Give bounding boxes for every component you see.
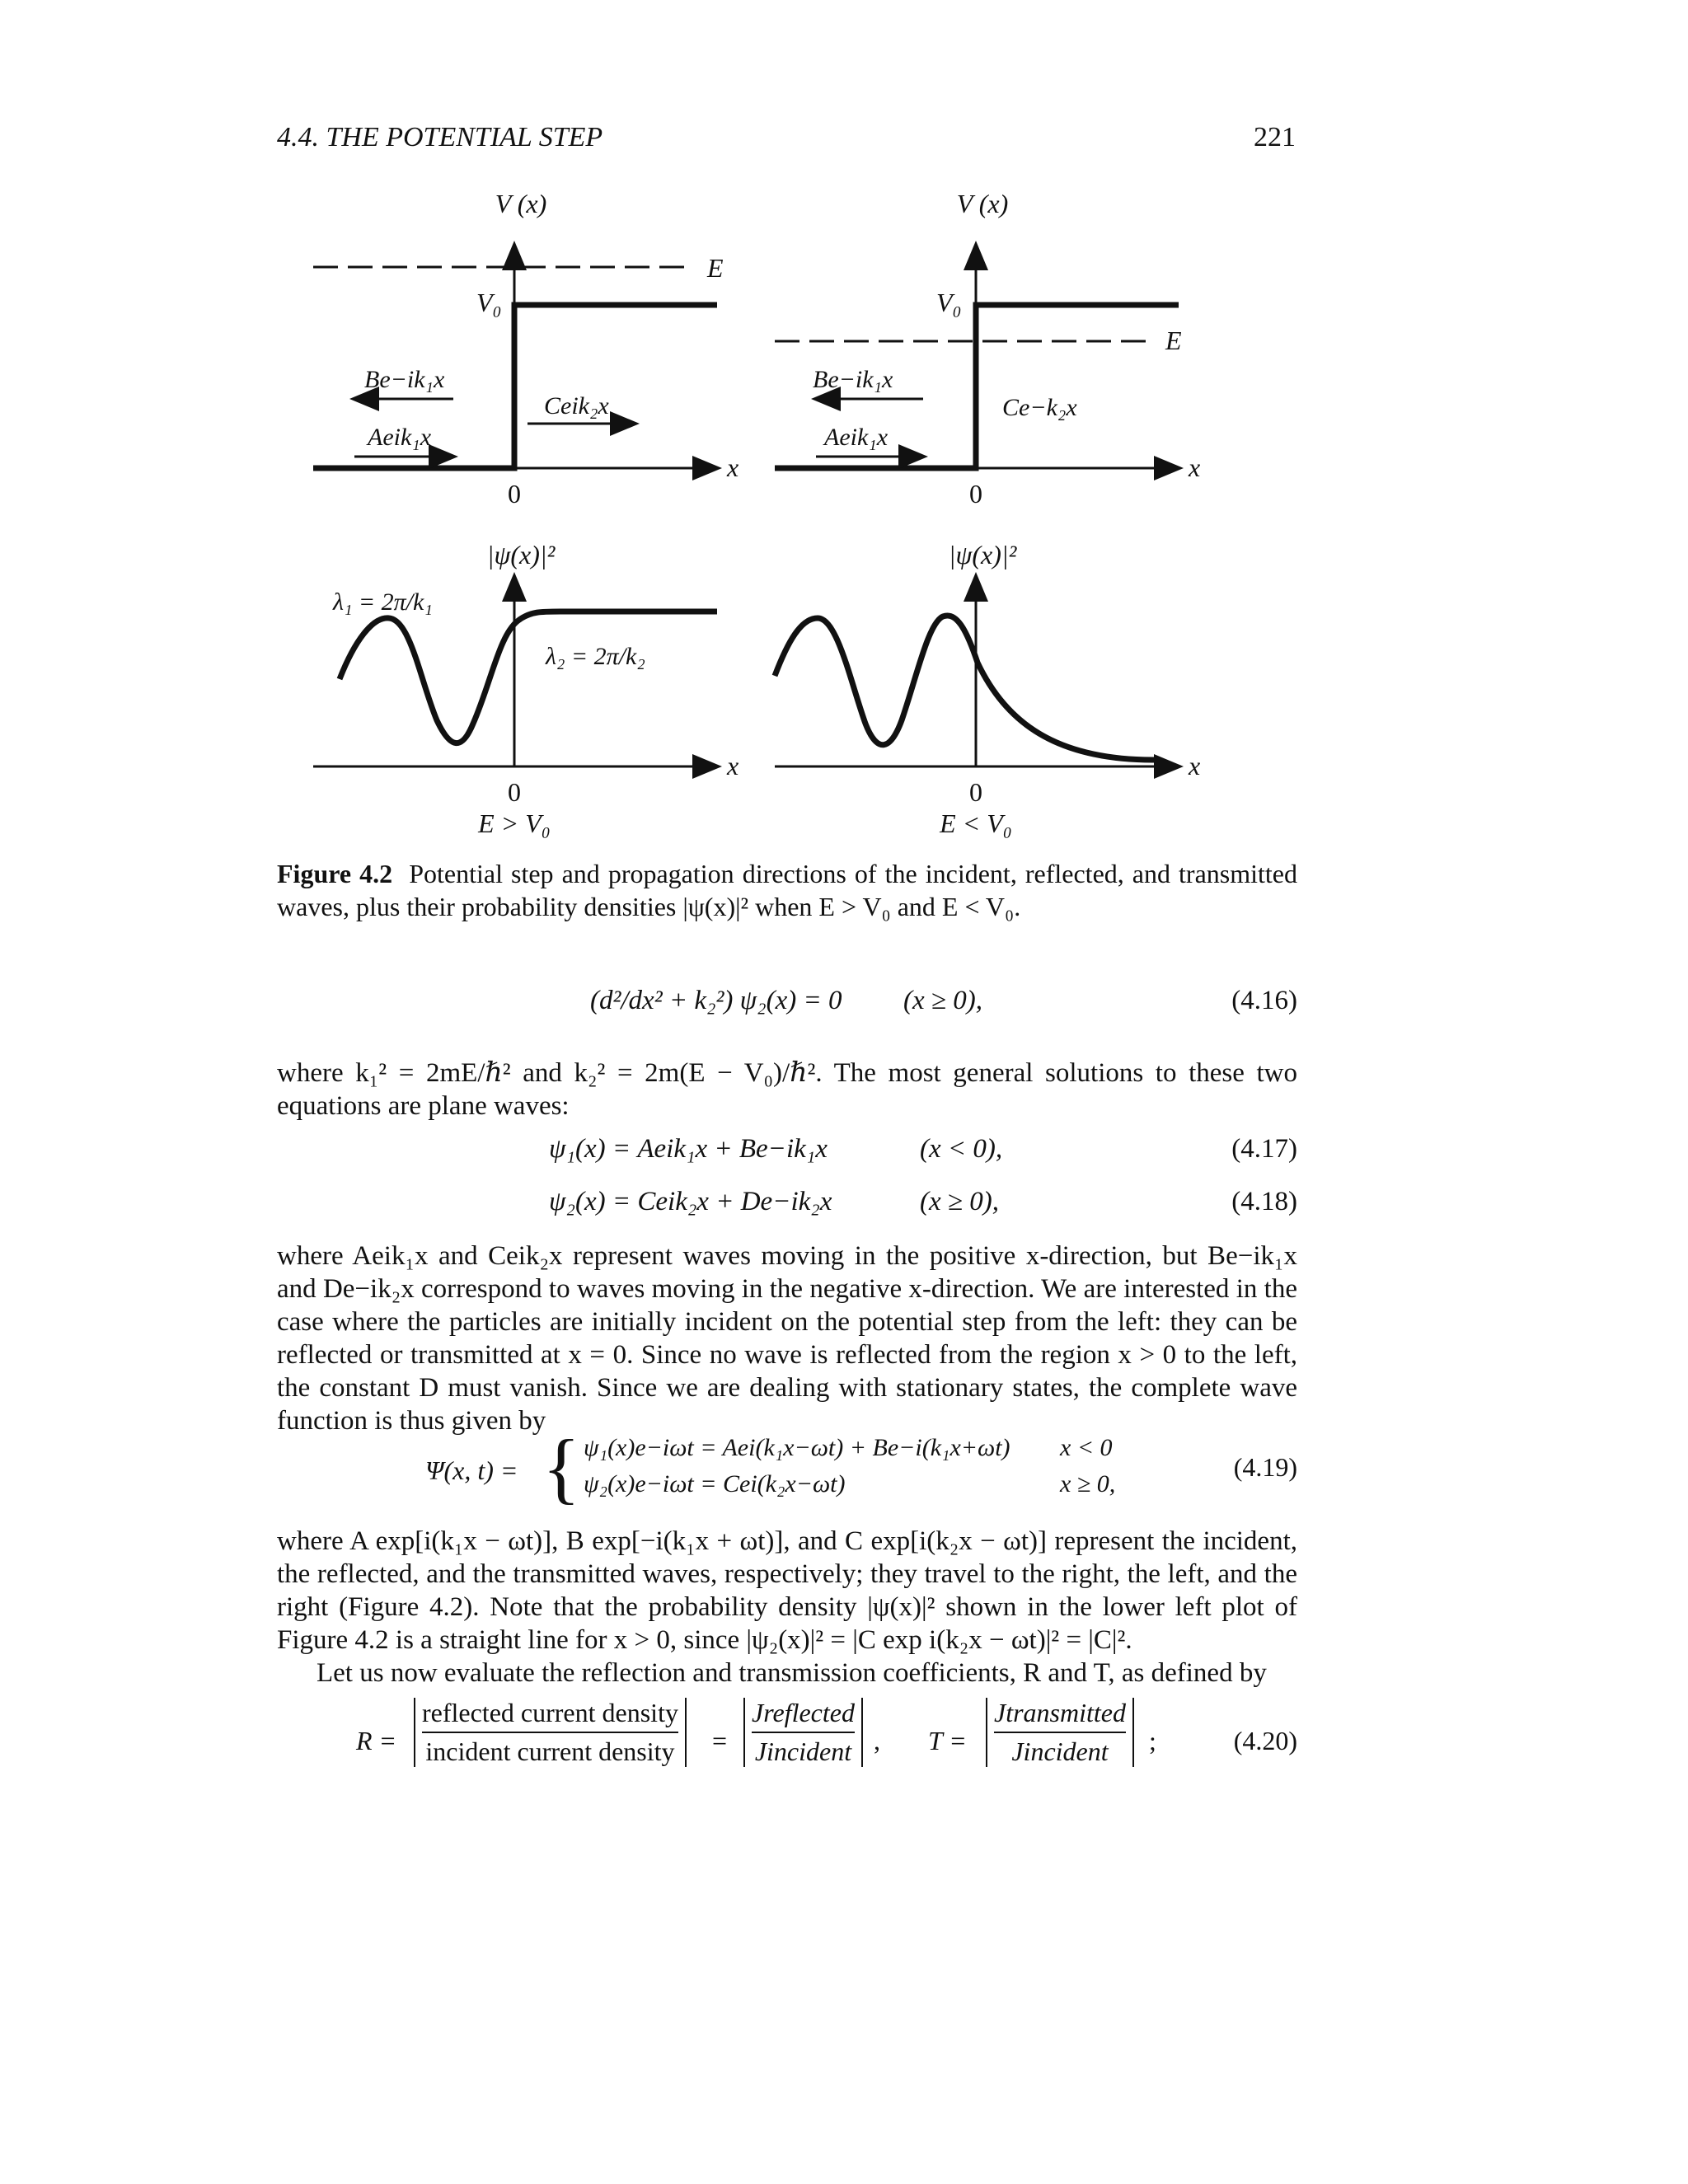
x-axis-label: x: [727, 751, 739, 780]
equation-number: (4.18): [1231, 1187, 1297, 1216]
reflected-wave-label: Be−ik₁x: [813, 366, 893, 393]
psi-axis-label: |ψ(x)|²: [486, 540, 556, 569]
j-reflected: Jreflected: [752, 1698, 855, 1733]
r-symbol: R =: [356, 1726, 397, 1755]
v-axis-label: V (x): [495, 189, 547, 218]
j-incident: Jincident: [754, 1736, 852, 1766]
paragraph: Let us now evaluate the reflection and transmission coefficients, R and T, as defined by: [316, 1658, 1267, 1688]
equation-number: (4.19): [1233, 1452, 1297, 1482]
origin-label: 0: [508, 777, 521, 807]
page-number: 221: [1254, 122, 1296, 152]
incident-wave-label: Aeik₁x: [824, 424, 889, 451]
case-label: E > V₀: [478, 808, 551, 838]
j-incident: Jincident: [1011, 1736, 1109, 1766]
comma: ,: [874, 1726, 880, 1755]
brace: {: [542, 1423, 581, 1511]
x-axis-label: x: [727, 452, 739, 482]
probability-density-curve: [775, 616, 1154, 760]
equation-4-19: [277, 1423, 1297, 1513]
j-ratio: [743, 1698, 863, 1767]
wavelength2-label: λ₂ = 2π/k₂: [546, 643, 645, 670]
r-ratio: [414, 1698, 687, 1767]
origin-label: 0: [969, 777, 982, 807]
caption-label: Figure 4.2: [277, 859, 393, 888]
t-ratio: [986, 1698, 1134, 1767]
panel-top-left: [313, 189, 738, 509]
probability-density-curve: [340, 612, 717, 743]
x-axis-label: x: [1189, 751, 1201, 780]
t-symbol: T =: [928, 1726, 967, 1755]
equals-sign: =: [712, 1726, 728, 1755]
equation-4-17: [277, 1134, 1297, 1175]
equation-condition: (x ≥ 0),: [903, 986, 982, 1015]
incident-wave-label: Aeik₁x: [368, 424, 432, 451]
v0-label: V₀: [476, 288, 502, 317]
semicolon: ;: [1149, 1726, 1156, 1755]
running-header: 4.4. THE POTENTIAL STEP: [277, 122, 603, 152]
v-axis-label: V (x): [956, 189, 1009, 218]
origin-label: 0: [969, 479, 982, 509]
paragraph: where k₁² = 2mE/ℏ² and k₂² = 2m(E − V₀)/ℏ². The most general solutions to these two equations are plane waves:: [277, 1058, 1297, 1121]
panel-top-right: [775, 189, 1200, 509]
x-axis-label: x: [1189, 452, 1201, 482]
figure-potential-step: [297, 188, 1335, 839]
evanescent-wave-label: Ce−k₂x: [1002, 394, 1077, 421]
paragraph: where A exp[i(k₁x − ωt)], B exp[−i(k₁x + ωt)], and C exp[i(k₂x − ωt)] represent the incident, the reflected, and the transmitted waves, respectively; they travel to the right, the left, and the right (Figure 4.2). Note that the probability density |ψ(x)|² shown in the lower left plot of Figure 4.2 is a straight line for x > 0, since |ψ₂(x)|² = |C exp i(k₂x − ωt)|² = |C|².: [277, 1526, 1297, 1655]
j-transmitted: Jtransmitted: [994, 1698, 1126, 1733]
panel-bottom-right: [775, 540, 1200, 838]
equation-row-2-condition: x ≥ 0,: [1060, 1470, 1116, 1497]
figure-caption: [277, 857, 1297, 923]
equation-lhs: Ψ(x, t) =: [425, 1455, 518, 1485]
transmitted-wave-label: Ceik₂x: [544, 392, 609, 419]
equation-4-16: [277, 986, 1297, 1027]
equation-4-20: [277, 1698, 1297, 1797]
equation-body: (d²/dx² + k₂²) ψ₂(x) = 0: [590, 986, 842, 1015]
reflected-wave-label: Be−ik₁x: [364, 366, 445, 393]
equation-number: (4.17): [1231, 1134, 1297, 1164]
equation-number: (4.16): [1231, 986, 1297, 1015]
equation-body: ψ₂(x) = Ceik₂x + De−ik₂x: [549, 1187, 832, 1216]
equation-condition: (x ≥ 0),: [920, 1187, 999, 1216]
origin-label: 0: [508, 479, 521, 509]
equation-number: (4.20): [1233, 1726, 1297, 1755]
energy-label: E: [707, 253, 724, 283]
r-numerator: reflected current density: [422, 1698, 678, 1733]
v0-label: V₀: [936, 288, 962, 317]
equation-row-1: ψ₁(x)e−iωt = Aei(k₁x−ωt) + Be−i(k₁x+ωt): [584, 1434, 1010, 1461]
paragraph: where Aeik₁x and Ceik₂x represent waves moving in the positive x-direction, but Be−ik₁x and De−ik₂x correspond to waves moving in the negative x-direction. We are interested in the case where the particles are initially incident on the potential step from the left: they can be reflected or transmitted at x = 0. Since no wave is reflected from the region x > 0 to the left, the constant D must vanish. Since we are dealing with stationary states, the complete wave function is thus given by: [277, 1241, 1297, 1436]
caption-text: Potential step and propagation directions of the incident, reflected, and transmitted waves, plus their probability densities |ψ(x)|² when E > V₀ and E < V₀.: [277, 859, 1298, 921]
equation-row-1-condition: x < 0: [1060, 1434, 1113, 1461]
equation-condition: (x < 0),: [920, 1134, 1003, 1164]
equation-body: ψ₁(x) = Aeik₁x + Be−ik₁x: [549, 1134, 828, 1164]
wavelength1-label: λ₁ = 2π/k₁: [333, 588, 433, 616]
case-label: E < V₀: [940, 808, 1012, 838]
equation-row-2: ψ₂(x)e−iωt = Cei(k₂x−ωt): [584, 1470, 846, 1497]
r-denominator: incident current density: [425, 1736, 675, 1766]
psi-axis-label: |ψ(x)|²: [948, 540, 1017, 569]
panel-bottom-left: [313, 540, 738, 838]
equation-4-18: [277, 1187, 1297, 1228]
energy-label: E: [1165, 326, 1182, 355]
